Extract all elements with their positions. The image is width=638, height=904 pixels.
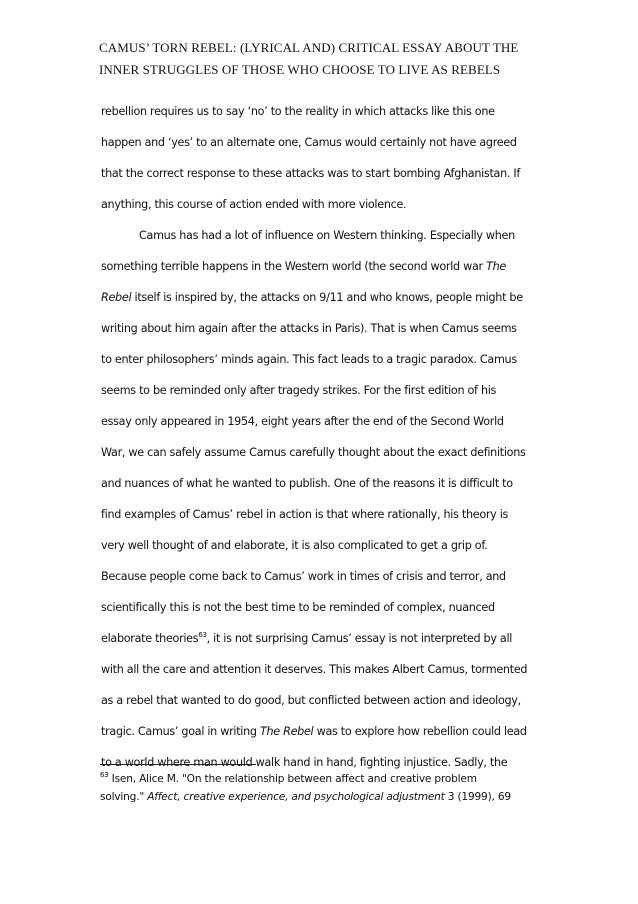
header-line: INNER STRUGGLES OF THOSE WHO CHOOSE TO LIVE AS REBELS: [99, 62, 501, 77]
footnote-text: solving.": [100, 791, 148, 803]
footnote-text: Isen, Alice M. "On the relationship between affect and creative problem: [108, 773, 477, 785]
footnote-reference[interactable]: 63: [198, 631, 207, 639]
footnote-text: 3 (1999), 69: [444, 791, 511, 803]
book-title: The Rebel: [259, 725, 314, 738]
book-title: The: [486, 260, 506, 273]
book-title: Rebel: [101, 291, 132, 304]
text-line: essay only appeared in 1954, eight years after the end of the Second World: [101, 415, 504, 428]
text-line: scientifically this is not the best time to be reminded of complex, nuanced: [101, 601, 495, 614]
text-span: itself is inspired by, the attacks on 9/11 and who knows, people might be: [131, 291, 523, 304]
text-line: happen and ‘yes’ to an alternate one, Camus would certainly not have agreed: [101, 136, 517, 149]
footnote-line: [100, 770, 550, 788]
text-line: seems to be reminded only after tragedy strikes. For the first edition of his: [101, 384, 497, 397]
text-line: that the correct response to these attacks was to start bombing Afghanistan. If: [101, 167, 521, 180]
text-line: [101, 251, 551, 282]
running-header: [99, 38, 559, 82]
journal-title: Affect, creative experience, and psychological adjustment: [147, 791, 445, 803]
text-span: was to explore how rebellion could lead: [313, 725, 527, 738]
text-line: find examples of Camus’ rebel in action is that where rationally, his theory is: [101, 508, 509, 521]
text-line: Because people come back to Camus’ work in times of crisis and terror, and: [101, 570, 506, 583]
text-line: with all the care and attention it deserves. This makes Albert Camus, tormented: [101, 663, 528, 676]
text-span: , it is not surprising Camus’ essay is not interpreted by all: [206, 632, 513, 645]
text-line: and nuances of what he wanted to publish. One of the reasons it is difficult to: [101, 477, 513, 490]
text-line: War, we can safely assume Camus carefully thought about the exact definitions: [101, 446, 526, 459]
text-line: very well thought of and elaborate, it is also complicated to get a grip of.: [101, 539, 488, 552]
text-line: writing about him again after the attacks in Paris). That is when Camus seems: [101, 322, 517, 335]
text-line: to enter philosophers’ minds again. This fact leads to a tragic paradox. Camus: [101, 353, 517, 366]
text-line: [101, 716, 551, 747]
body-text: [101, 96, 551, 778]
footnote-marker: 63: [100, 771, 109, 779]
text-line: as a rebel that wanted to do good, but conflicted between action and ideology,: [101, 694, 521, 707]
header-line: CAMUS’ TORN REBEL: (LYRICAL AND) CRITICAL ESSAY ABOUT THE: [99, 40, 519, 55]
paragraph-first-line: Camus has had a lot of influence on Western thinking. Especially when: [139, 229, 515, 242]
text-line: [101, 282, 551, 313]
text-span: something terrible happens in the Western world (the second world war: [101, 260, 487, 273]
footnote-separator: [100, 764, 256, 765]
text-span: tragic. Camus’ goal in writing: [101, 725, 260, 738]
footnote-line: [100, 788, 550, 806]
footnote: [100, 770, 550, 806]
text-line: rebellion requires us to say ‘no’ to the reality in which attacks like this one: [101, 105, 495, 118]
text-line: anything, this course of action ended with more violence.: [101, 198, 407, 211]
text-line: to a world where man would walk hand in hand, fighting injustice. Sadly, the: [101, 756, 508, 769]
text-span: elaborate theories: [101, 632, 199, 645]
text-line: [101, 623, 551, 654]
